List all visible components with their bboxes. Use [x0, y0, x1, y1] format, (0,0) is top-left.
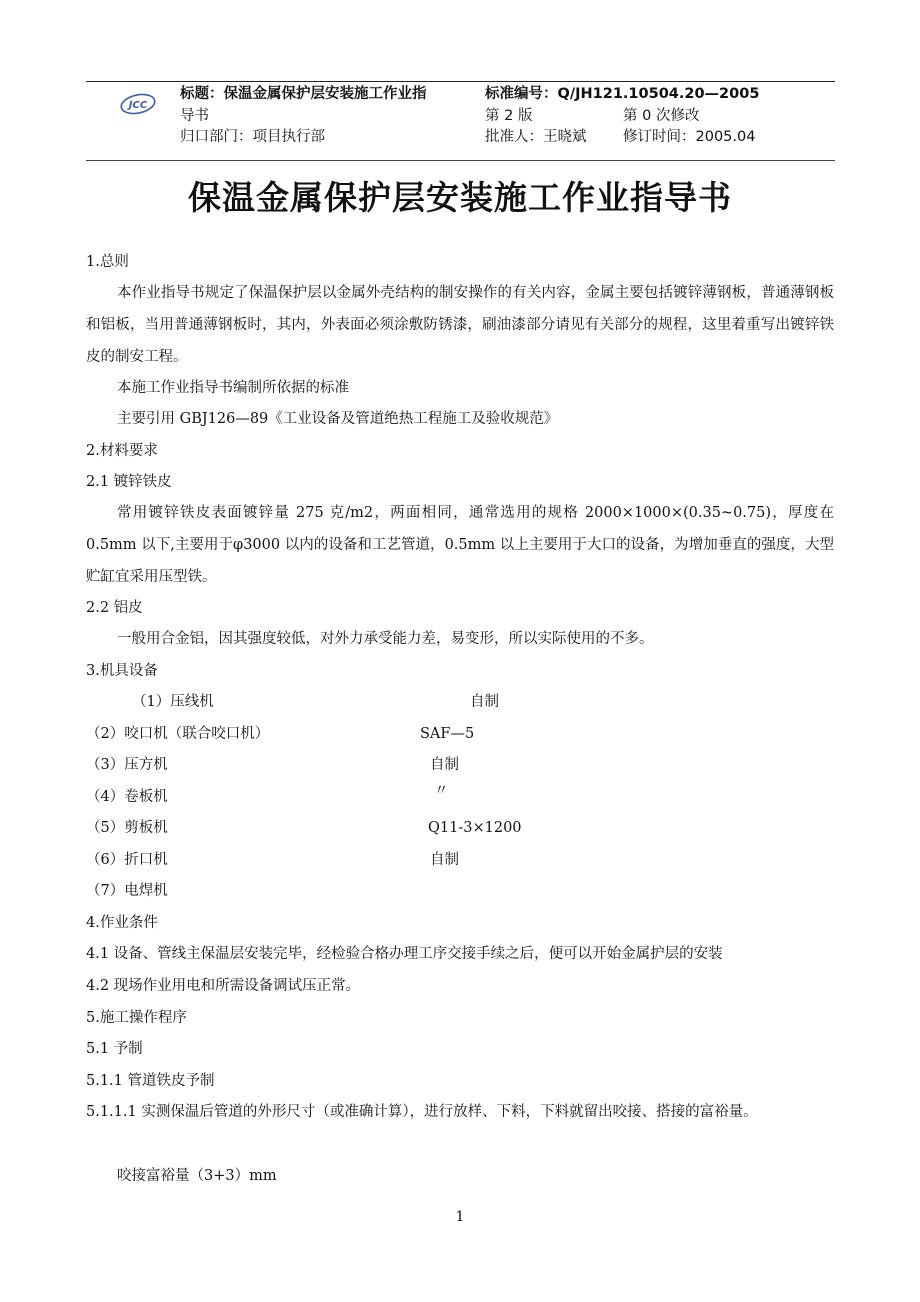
section-1-heading: 1.总则: [86, 254, 129, 270]
section-5-1-heading: 5.1 予制: [86, 1041, 143, 1057]
section-3-heading: 3.机具设备: [86, 663, 158, 679]
header-title-continued: 导书: [180, 108, 209, 124]
jcc-logo-icon: [118, 92, 158, 116]
header-edition: 第 2 版: [485, 108, 533, 124]
equipment-name: （5）剪板机: [86, 820, 168, 836]
section-5-1-1-1-paragraph: 5.1.1.1 实测保温后管道的外形尺寸（或准确计算），进行放样、下料，下料就留出咬接、搭接的富裕量。: [86, 1104, 758, 1120]
section-2-2-paragraph: 一般用合金铝，因其强度较低，对外力承受能力差，易变形，所以实际使用的不多。: [117, 631, 654, 647]
section-4-1-text: 4.1 设备、管线主保温层安装完毕，经检验合格办理工序交接手续之后，便可以开始金属护层的安装: [86, 946, 723, 962]
header-title-label: 标题：保温金属保护层安装施工作业指: [180, 86, 427, 102]
header-revision: 第 0 次修改: [623, 108, 700, 124]
section-1-standards-intro: 本施工作业指导书编制所依据的标准: [117, 380, 349, 396]
header-department: 归口部门：项目执行部: [180, 129, 325, 145]
equipment-spec: 〃: [434, 783, 449, 799]
section-5-1-1-heading: 5.1.1 管道铁皮予制: [86, 1073, 215, 1089]
section-2-1-paragraph: 常用镀锌铁皮表面镀锌量 275 克/m2，两面相同，通常选用的规格 2000×1000×(0.35~0.75)，厚度在 0.5mm 以下,主要用于φ3000 以内的设备和工艺管道，0.5mm 以上主要用于大口的设备，为增加垂直的强度，大型贮缸宜采用压型铁。: [86, 505, 834, 585]
section-2-heading: 2.材料要求: [86, 443, 158, 459]
equipment-spec: Q11-3×1200: [428, 820, 522, 836]
header-standard-number: 标准编号：Q/JH121.10504.20—2005: [485, 86, 760, 102]
section-5-heading: 5.施工操作程序: [86, 1010, 187, 1026]
equipment-name: （4）卷板机: [86, 789, 168, 805]
section-2-2-heading: 2.2 铝皮: [86, 600, 143, 616]
equipment-spec: 自制: [430, 852, 459, 868]
section-4-heading: 4.作业条件: [86, 915, 158, 931]
header-bottom-rule: [86, 160, 835, 161]
equipment-spec: 自制: [430, 757, 459, 773]
equipment-spec: 自制: [470, 694, 499, 710]
bite-margin-text: 咬接富裕量（3+3）mm: [117, 1168, 277, 1184]
header-approver: 批准人：王晓斌: [485, 129, 587, 145]
section-1-standard-reference: 主要引用 GBJ126—89《工业设备及管道绝热工程施工及验收规范》: [117, 411, 559, 427]
document-title: 保温金属保护层安装施工作业指导书: [188, 178, 732, 217]
section-4-2-text: 4.2 现场作业用电和所需设备调试压正常。: [86, 978, 361, 994]
page-number: 1: [455, 1209, 465, 1225]
section-1-paragraph: 本作业指导书规定了保温保护层以金属外壳结构的制安操作的有关内容，金属主要包括镀锌薄钢板，普通薄钢板和铝板，当用普通薄钢板时，其内，外表面必须涂敷防锈漆，刷油漆部分请见有关部分的规程，这里着重写出镀锌铁皮的制安工程。: [86, 285, 834, 365]
equipment-name: （7）电焊机: [86, 883, 168, 899]
header-revised-date: 修订时间：2005.04: [623, 129, 756, 145]
section-2-1-heading: 2.1 镀锌铁皮: [86, 474, 172, 490]
equipment-spec: SAF—5: [420, 726, 475, 742]
header-top-rule: [86, 81, 835, 82]
equipment-name: （3）压方机: [86, 757, 168, 773]
equipment-name: （1）压线机: [132, 694, 214, 710]
equipment-name: （6）折口机: [86, 852, 168, 868]
svg-text:JCC: JCC: [128, 100, 148, 111]
equipment-name: （2）咬口机（联合咬口机）: [86, 726, 270, 742]
